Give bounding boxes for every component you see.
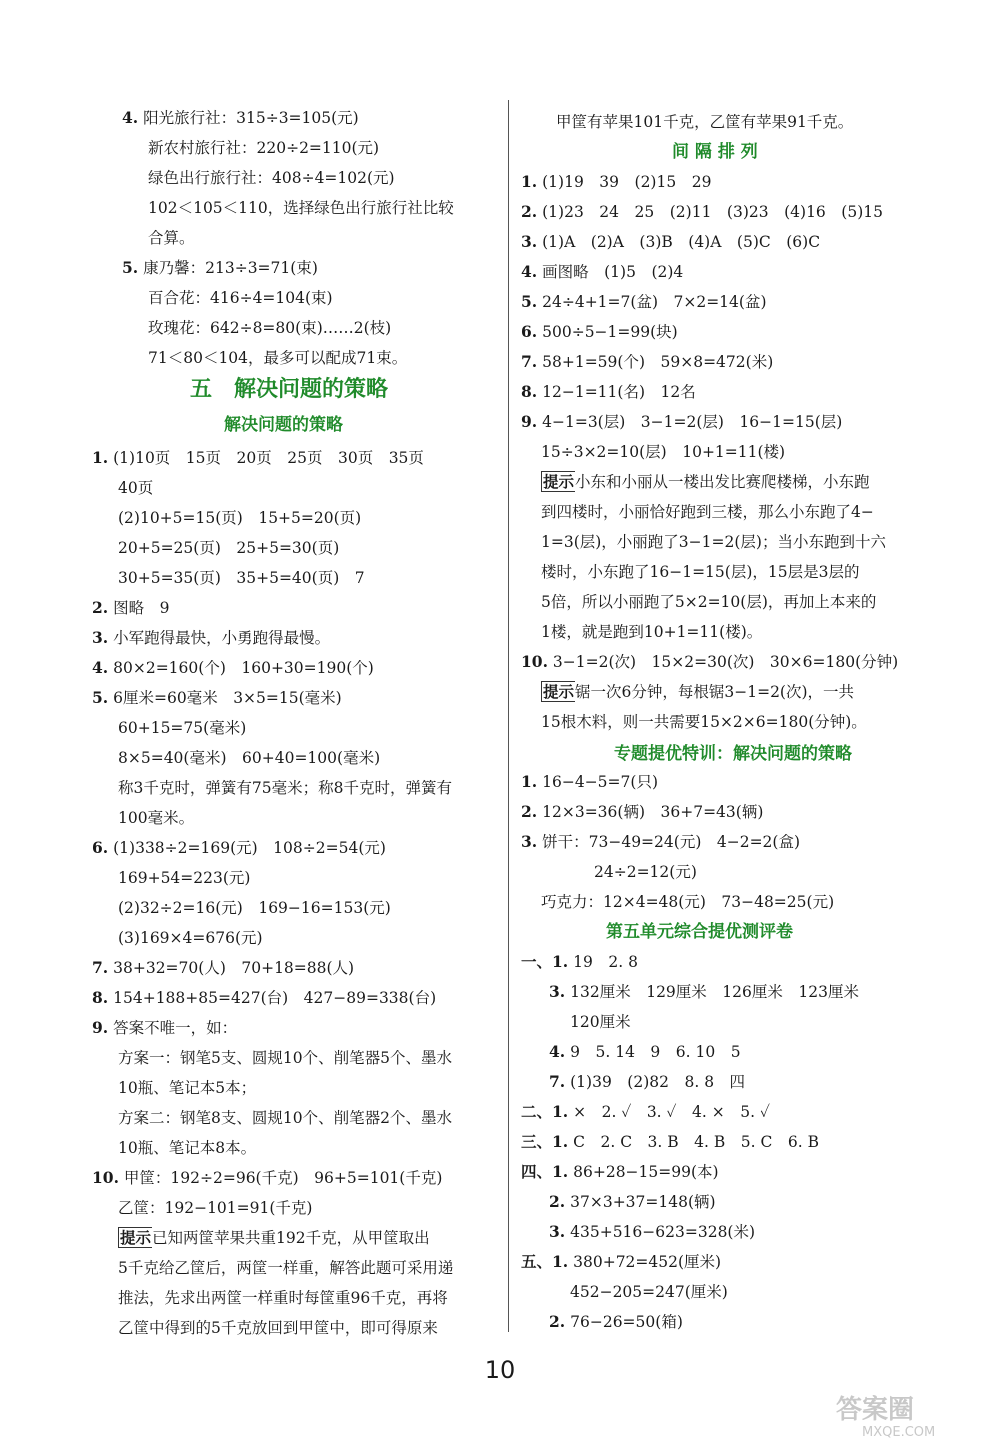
answer-line bbox=[541, 590, 876, 614]
question-number: 1. bbox=[92, 448, 109, 467]
answer-text: 60+15=75(毫米) bbox=[118, 719, 247, 737]
answer-text: 巧克力：12×4=48(元) 73−48=25(元) bbox=[541, 893, 835, 911]
answer-line bbox=[541, 620, 762, 644]
answer-line bbox=[118, 1316, 438, 1340]
question-number: 五、1. bbox=[521, 1252, 569, 1271]
question-number: 2. bbox=[521, 802, 538, 821]
question-number: 7. bbox=[521, 352, 538, 371]
answer-line bbox=[118, 1136, 256, 1160]
answer-line bbox=[570, 1280, 728, 1304]
answer-text: 15根木料，则一共需要15×2×6=180(分钟)。 bbox=[541, 713, 867, 731]
question-number: 3. bbox=[549, 982, 566, 1001]
answer-line bbox=[521, 350, 773, 374]
question-number: 4. bbox=[122, 108, 139, 127]
question-number: 2. bbox=[549, 1312, 566, 1331]
answer-text: 9 5. 14 9 6. 10 5 bbox=[570, 1043, 741, 1061]
answer-line bbox=[118, 866, 250, 890]
answer-text: 19 2. 8 bbox=[573, 953, 638, 971]
answer-text: 甲筐有苹果101千克，乙筐有苹果91千克。 bbox=[556, 113, 854, 131]
answer-text: 12×3=36(辆) 36+7=43(辆) bbox=[542, 803, 764, 821]
answer-text: 6厘米=60毫米 3×5=15(毫米) bbox=[113, 689, 342, 707]
answer-text: C 2. C 3. B 4. B 5. C 6. B bbox=[573, 1133, 819, 1151]
question-number: 10. bbox=[521, 652, 548, 671]
answer-text: 到四楼时，小丽恰好跑到三楼，那么小东跑了4− bbox=[541, 503, 874, 521]
answer-line bbox=[92, 686, 342, 710]
answer-line bbox=[541, 560, 859, 584]
answer-text: 1楼，就是跑到10+1=11(楼)。 bbox=[541, 623, 763, 641]
answer-text: (1)23 24 25 (2)11 (3)23 (4)16 (5)15 bbox=[542, 203, 883, 221]
question-number: 7. bbox=[92, 958, 109, 977]
watermark-logo bbox=[832, 1392, 982, 1438]
answer-text: 10瓶、笔记本5本； bbox=[118, 1079, 257, 1097]
answer-line bbox=[521, 260, 683, 284]
answer-text: 绿色出行旅行社：408÷4=102(元) bbox=[148, 169, 395, 187]
answer-line bbox=[521, 320, 678, 344]
answer-line bbox=[118, 1226, 430, 1250]
answer-line bbox=[92, 836, 386, 860]
answer-text: 435+516−623=328(米) bbox=[570, 1223, 756, 1241]
answer-text: 5千克给乙筐后，两筐一样重，解答此题可采用递 bbox=[118, 1259, 454, 1277]
answer-line bbox=[594, 860, 697, 884]
answer-text: 102＜105＜110，选择绿色出行旅行社比较 bbox=[148, 199, 454, 217]
answer-text: 71＜80＜104，最多可以配成71束。 bbox=[148, 349, 408, 367]
question-number: 8. bbox=[92, 988, 109, 1007]
question-number: 一、1. bbox=[521, 952, 569, 971]
hint-label: 提示 bbox=[543, 682, 575, 701]
answer-line bbox=[118, 1256, 453, 1280]
question-number: 6. bbox=[521, 322, 538, 341]
answer-line bbox=[92, 596, 170, 620]
answer-text: 乙筐：192−101=91(千克) bbox=[118, 1199, 313, 1217]
answer-line bbox=[521, 290, 767, 314]
question-number: 3. bbox=[92, 628, 109, 647]
question-number: 10. bbox=[92, 1168, 119, 1187]
answer-text: 答案不唯一，如： bbox=[113, 1019, 238, 1037]
answer-text: 甲筐：192÷2=96(千克) 96+5=101(千克) bbox=[123, 1169, 443, 1187]
answer-line bbox=[118, 746, 380, 770]
question-number: 9. bbox=[521, 412, 538, 431]
answer-text: 500÷5−1=99(块) bbox=[542, 323, 678, 341]
answer-text: 楼时，小东跑了16−1=15(层)，15层是3层的 bbox=[541, 563, 860, 581]
answer-line bbox=[118, 806, 194, 830]
answer-line bbox=[148, 286, 333, 310]
answer-text: 推法，先求出两筐一样重时每筐重96千克，再将 bbox=[118, 1289, 448, 1307]
answer-line bbox=[521, 830, 800, 854]
answer-text: 24÷2=12(元) bbox=[594, 863, 697, 881]
answer-line bbox=[118, 566, 365, 590]
answer-text: 1=3(层)，小丽跑了3−1=2(层)；当小东跑到十六 bbox=[541, 533, 886, 551]
answer-line bbox=[92, 626, 330, 650]
section-heading: 五 解决问题的策略 bbox=[190, 377, 389, 402]
answer-text: (1)A (2)A (3)B (4)A (5)C (6)C bbox=[542, 233, 821, 251]
section-heading: 第五单元综合提优测评卷 bbox=[606, 922, 793, 942]
answer-line bbox=[556, 110, 853, 134]
answer-line bbox=[521, 170, 711, 194]
column-divider bbox=[508, 100, 509, 1332]
answer-text: 20+5=25(页) 25+5=30(页) bbox=[118, 539, 340, 557]
section-heading: 间 隔 排 列 bbox=[672, 142, 758, 162]
answer-line bbox=[541, 500, 874, 524]
answer-text: 16−4−5=7(只) bbox=[542, 773, 658, 791]
answer-line bbox=[521, 770, 658, 794]
answer-text: 锯一次6分钟，每根锯3−1=2(次)，一共 bbox=[575, 683, 855, 701]
answer-line bbox=[118, 1046, 452, 1070]
answer-line bbox=[521, 1250, 721, 1274]
answer-line bbox=[118, 1286, 448, 1310]
answer-text: 小东和小丽从一楼出发比赛爬楼梯，小东跑 bbox=[575, 473, 870, 491]
answer-text: 100毫米。 bbox=[118, 809, 195, 827]
answer-text: 380+72=452(厘米) bbox=[573, 1253, 722, 1271]
answer-text: 图略 9 bbox=[113, 599, 170, 617]
answer-text: 方案二：钢笔8支、圆规10个、削笔器2个、墨水 bbox=[118, 1109, 452, 1127]
answer-text: 称3千克时，弹簧有75毫米；称8千克时，弹簧有 bbox=[118, 779, 452, 797]
question-number: 2. bbox=[92, 598, 109, 617]
answer-text: 38+32=70(人) 70+18=88(人) bbox=[113, 959, 355, 977]
answer-line bbox=[521, 410, 842, 434]
answer-line bbox=[92, 956, 354, 980]
answer-text: 120厘米 bbox=[570, 1013, 631, 1031]
answer-line bbox=[148, 166, 395, 190]
answer-text: 30+5=35(页) 35+5=40(页) 7 bbox=[118, 569, 365, 587]
answer-text: 新农村旅行社：220÷2=110(元) bbox=[148, 139, 380, 157]
answer-line bbox=[549, 1040, 741, 1064]
answer-text: 132厘米 129厘米 126厘米 123厘米 bbox=[570, 983, 859, 1001]
answer-text: 百合花：416÷4=104(束) bbox=[148, 289, 333, 307]
answer-line bbox=[549, 1070, 745, 1094]
answer-line bbox=[570, 1010, 631, 1034]
answer-line bbox=[118, 716, 246, 740]
answer-line bbox=[541, 440, 785, 464]
answer-line bbox=[521, 800, 763, 824]
answer-text: 康乃馨：213÷3=71(束) bbox=[143, 259, 318, 277]
answer-text: (2)10+5=15(页) 15+5=20(页) bbox=[118, 509, 362, 527]
question-number: 3. bbox=[521, 832, 538, 851]
answer-line bbox=[549, 1220, 755, 1244]
answer-line bbox=[541, 530, 886, 554]
question-number: 三、1. bbox=[521, 1132, 569, 1151]
answer-line bbox=[148, 316, 391, 340]
question-number: 4. bbox=[92, 658, 109, 677]
question-number: 7. bbox=[549, 1072, 566, 1091]
question-number: 5. bbox=[92, 688, 109, 707]
question-number: 1. bbox=[521, 772, 538, 791]
question-number: 5. bbox=[122, 258, 139, 277]
question-number: 二、1. bbox=[521, 1102, 569, 1121]
answer-text: 8×5=40(毫米) 60+40=100(毫米) bbox=[118, 749, 381, 767]
answer-text: 画图略 (1)5 (2)4 bbox=[542, 263, 684, 281]
question-number: 四、1. bbox=[521, 1162, 569, 1181]
question-number: 3. bbox=[521, 232, 538, 251]
answer-line bbox=[521, 1130, 819, 1154]
answer-text: 169+54=223(元) bbox=[118, 869, 251, 887]
answer-line bbox=[148, 226, 195, 250]
question-number: 3. bbox=[549, 1222, 566, 1241]
answer-text: 37×3+37=148(辆) bbox=[570, 1193, 716, 1211]
answer-text: 154+188+85=427(台) 427−89=338(台) bbox=[113, 989, 437, 1007]
watermark-url: MXQE.COM bbox=[862, 1425, 936, 1438]
answer-text: 24÷4+1=7(盆) 7×2=14(盆) bbox=[542, 293, 767, 311]
answer-text: 玫瑰花：642÷8=80(束)……2(枝) bbox=[148, 319, 392, 337]
answer-line bbox=[118, 1106, 452, 1130]
answer-line bbox=[549, 1310, 683, 1334]
answer-line bbox=[521, 230, 820, 254]
answer-text: 12−1=11(名) 12名 bbox=[542, 383, 696, 401]
question-number: 2. bbox=[549, 1192, 566, 1211]
answer-line bbox=[118, 776, 452, 800]
question-number: 4. bbox=[521, 262, 538, 281]
answer-line bbox=[118, 506, 361, 530]
answer-text: 4−1=3(层) 3−1=2(层) 16−1=15(层) bbox=[542, 413, 843, 431]
answer-line bbox=[521, 1100, 770, 1124]
answer-text: 已知两筐苹果共重192千克，从甲筐取出 bbox=[152, 1229, 430, 1247]
answer-line bbox=[549, 980, 859, 1004]
answer-text: 452−205=247(厘米) bbox=[570, 1283, 728, 1301]
answer-line bbox=[541, 680, 854, 704]
answer-text: (1)10页 15页 20页 25页 30页 35页 bbox=[113, 449, 424, 467]
answer-line bbox=[521, 950, 638, 974]
answer-text: 86+28−15=99(本) bbox=[573, 1163, 719, 1181]
answer-line bbox=[549, 1190, 716, 1214]
answer-line bbox=[122, 106, 359, 130]
answer-text: 40页 bbox=[118, 479, 154, 497]
answer-text: 3−1=2(次) 15×2=30(次) 30×6=180(分钟) bbox=[552, 653, 899, 671]
answer-text: 乙筐中得到的5千克放回到甲筐中，即可得原来 bbox=[118, 1319, 438, 1337]
question-number: 9. bbox=[92, 1018, 109, 1037]
answer-line bbox=[118, 1196, 312, 1220]
answer-text: 10瓶、笔记本8本。 bbox=[118, 1139, 257, 1157]
answer-line bbox=[541, 470, 870, 494]
hint-label: 提示 bbox=[120, 1228, 152, 1247]
answer-line bbox=[118, 926, 263, 950]
answer-line bbox=[118, 1076, 256, 1100]
page-number: 10 bbox=[484, 1356, 516, 1384]
answer-line bbox=[118, 476, 153, 500]
answer-text: (3)169×4=676(元) bbox=[118, 929, 263, 947]
hint-label: 提示 bbox=[543, 472, 575, 491]
answer-text: 阳光旅行社：315÷3=105(元) bbox=[143, 109, 359, 127]
answer-text: × 2. ✓ 3. ✓ 4. × 5. ✓ bbox=[573, 1103, 770, 1121]
section-heading: 专题提优特训：解决问题的策略 bbox=[614, 744, 852, 764]
answer-line bbox=[118, 896, 391, 920]
answer-text: 合算。 bbox=[148, 229, 195, 247]
answer-text: (1)39 (2)82 8. 8 四 bbox=[570, 1073, 746, 1091]
answer-line bbox=[521, 1160, 719, 1184]
answer-line bbox=[521, 650, 898, 674]
answer-line bbox=[148, 196, 454, 220]
answer-text: (1)338÷2=169(元) 108÷2=54(元) bbox=[113, 839, 386, 857]
answer-line bbox=[521, 380, 696, 404]
question-number: 2. bbox=[521, 202, 538, 221]
answer-line bbox=[541, 890, 834, 914]
answer-line bbox=[521, 200, 883, 224]
answer-text: 15÷3×2=10(层) 10+1=11(楼) bbox=[541, 443, 786, 461]
question-number: 1. bbox=[521, 172, 538, 191]
question-number: 8. bbox=[521, 382, 538, 401]
answer-text: (2)32÷2=16(元) 169−16=153(元) bbox=[118, 899, 391, 917]
answer-text: 小军跑得最快，小勇跑得最慢。 bbox=[113, 629, 331, 647]
answer-text: 饼干：73−49=24(元) 4−2=2(盒) bbox=[542, 833, 801, 851]
question-number: 4. bbox=[549, 1042, 566, 1061]
answer-text: 58+1=59(个) 59×8=472(米) bbox=[542, 353, 774, 371]
answer-text: 76−26=50(箱) bbox=[570, 1313, 683, 1331]
answer-text: 5倍，所以小丽跑了5×2=10(层)，再加上本来的 bbox=[541, 593, 877, 611]
answer-line bbox=[541, 710, 867, 734]
watermark-text: 答案圈 bbox=[836, 1395, 915, 1425]
answer-line bbox=[92, 656, 374, 680]
answer-text: 方案一：钢笔5支、圆规10个、削笔器5个、墨水 bbox=[118, 1049, 452, 1067]
answer-line bbox=[92, 1016, 237, 1040]
answer-line bbox=[92, 986, 436, 1010]
section-heading: 解决问题的策略 bbox=[224, 415, 343, 435]
answer-text: 80×2=160(个) 160+30=190(个) bbox=[113, 659, 374, 677]
answer-line bbox=[92, 446, 424, 470]
answer-line bbox=[148, 346, 407, 370]
answer-line bbox=[118, 536, 339, 560]
answer-text: (1)19 39 (2)15 29 bbox=[542, 173, 712, 191]
question-number: 6. bbox=[92, 838, 109, 857]
answer-line bbox=[122, 256, 318, 280]
answer-line bbox=[92, 1166, 442, 1190]
answer-line bbox=[148, 136, 379, 160]
question-number: 5. bbox=[521, 292, 538, 311]
